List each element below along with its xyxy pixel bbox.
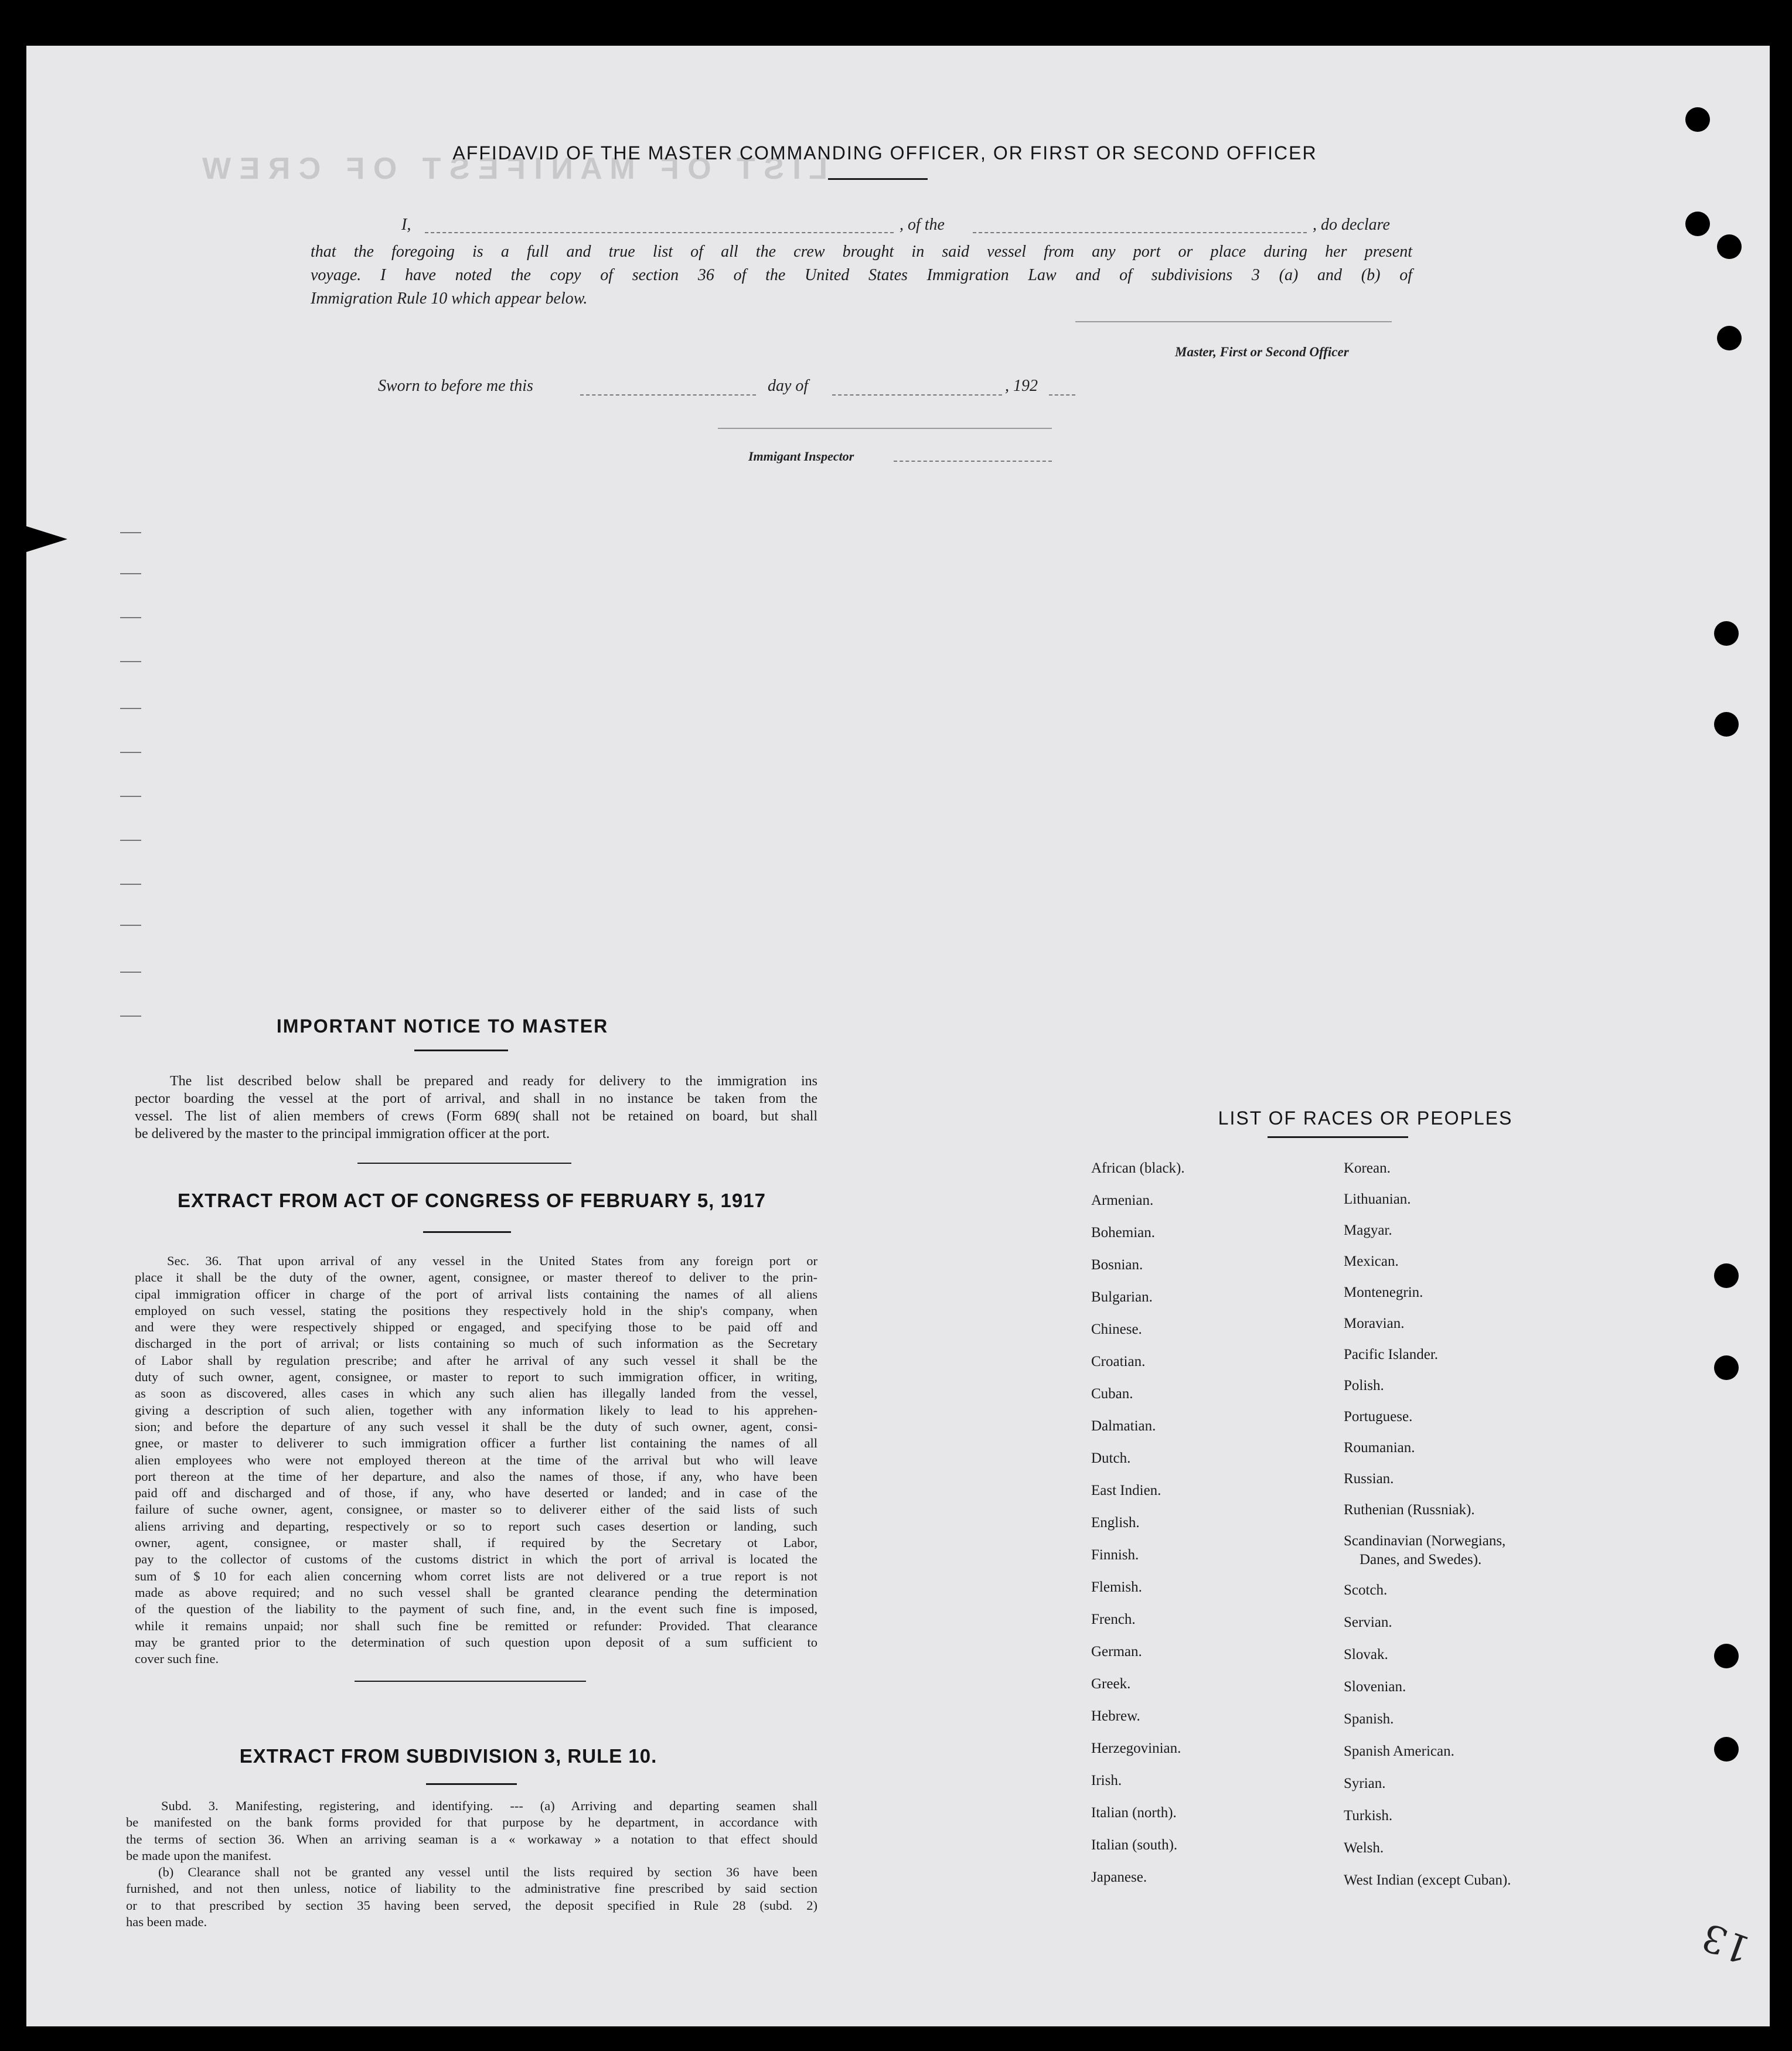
race-left: Dalmatian. [1091, 1418, 1156, 1434]
race-right: West Indian (except Cuban). [1344, 1872, 1511, 1888]
sworn-year: , 192 [1005, 377, 1038, 395]
sworn-line [378, 377, 1099, 403]
race-right: Danes, and Swedes). [1360, 1552, 1482, 1568]
act-title-rule [423, 1231, 511, 1233]
sworn-day-field[interactable] [580, 394, 756, 396]
act-line-18: owner, agent, consignee, or master shall, if required by the Secretary ot Labor, [135, 1535, 817, 1551]
row-dash [120, 573, 141, 574]
race-left: Bohemian. [1091, 1225, 1156, 1241]
inspector-name-line[interactable] [894, 461, 1052, 462]
notice-line-3: vessel. The list of alien members of crews (Form 689( shall not be retained on board, but shall [135, 1109, 817, 1124]
race-left: Bulgarian. [1091, 1289, 1153, 1305]
act-line-16: failure of suche owner, agent, consignee, or master so to deliverer either of the said lists of such [135, 1502, 817, 1517]
notice-line-1: The list described below shall be prepared and ready for delivery to the immigration ins [170, 1074, 817, 1089]
race-left: English. [1091, 1515, 1140, 1531]
sworn-day-of: day of [768, 377, 809, 395]
races-title-rule [1268, 1136, 1408, 1138]
punch-hole-2 [1685, 212, 1710, 236]
document-page [26, 46, 1770, 2026]
inspector-signature-line[interactable] [718, 428, 1052, 429]
row-dash [120, 796, 141, 797]
race-right: Portuguese. [1344, 1409, 1413, 1425]
punch-hole-6 [1714, 712, 1739, 737]
race-left: Cuban. [1091, 1386, 1133, 1402]
race-left: Japanese. [1091, 1869, 1147, 1885]
row-dash [120, 617, 141, 618]
master-signature-label: Master, First or Second Officer [1175, 345, 1349, 359]
race-left: East Indien. [1091, 1483, 1161, 1498]
notice-line-4: be delivered by the master to the principal immigration officer at the port. [135, 1126, 550, 1142]
race-left: Croatian. [1091, 1354, 1146, 1369]
race-left: Italian (south). [1091, 1837, 1178, 1853]
rule10-line-4: be made upon the manifest. [126, 1848, 272, 1863]
act-line-24: may be granted prior to the determination of such question upon deposit of a sum sufficient to [135, 1634, 817, 1650]
race-right: Russian. [1344, 1471, 1394, 1487]
master-signature-line[interactable] [1075, 321, 1392, 322]
sworn-year-field[interactable] [1049, 394, 1075, 396]
race-right: Korean. [1344, 1160, 1391, 1176]
races-title: LIST OF RACES OR PEOPLES [1218, 1108, 1513, 1129]
act-line-11: sion; and before the departure of any such vessel it shall be the duty of such owner, agent, consi- [135, 1419, 817, 1434]
rule10-title-rule [426, 1783, 517, 1785]
punch-hole-5 [1714, 621, 1739, 646]
rule10-text [126, 1798, 817, 1930]
race-left: Dutch. [1091, 1450, 1131, 1466]
race-left: Flemish. [1091, 1579, 1142, 1595]
declaration-line-1 [311, 216, 1412, 240]
act-line-6: discharged in the port of arrival; or lists containing so much of such information as the Secretary [135, 1336, 817, 1351]
act-line-9: as soon as discovered, alles cases in which any such alien has illegally landed from the vessel, [135, 1386, 817, 1401]
punch-hole-4 [1717, 326, 1742, 350]
notice-title: IMPORTANT NOTICE TO MASTER [276, 1016, 609, 1037]
vessel-name-field[interactable] [973, 232, 1307, 233]
notice-text [135, 1072, 817, 1143]
race-right: Magyar. [1344, 1222, 1392, 1238]
race-left: Irish. [1091, 1773, 1122, 1788]
handwritten-margin-note: 13 [1696, 1914, 1756, 1971]
act-line-20: sum of $ 10 for each alien concerning whom corret lists are not delivered or a true report is not [135, 1568, 817, 1583]
rule10-line-1: Subd. 3. Manifesting, registering, and identifying. --- (a) Arriving and departing seamen shall [161, 1798, 817, 1813]
punch-hole-8 [1714, 1355, 1739, 1380]
punch-hole-10 [1714, 1737, 1739, 1762]
race-left: German. [1091, 1644, 1142, 1660]
row-dash [120, 840, 141, 841]
rule10-line-3: the terms of section 36. When an arriving seaman is a « workaway » a notation to that effect should [126, 1831, 817, 1846]
race-left: Bosnian. [1091, 1257, 1143, 1273]
race-right: Pacific Islander. [1344, 1347, 1439, 1362]
race-right: Welsh. [1344, 1840, 1384, 1856]
race-right: Roumanian. [1344, 1440, 1415, 1456]
race-left: Finnish. [1091, 1547, 1139, 1563]
punch-hole-1 [1685, 107, 1710, 132]
row-dash [120, 752, 141, 753]
affidavit-declaration [311, 216, 1412, 311]
declaration-line-4: Immigration Rule 10 which appear below. [311, 289, 588, 308]
row-dash [120, 532, 141, 533]
sworn-prefix: Sworn to before me this [378, 377, 533, 395]
act-line-12: gnee, or master to deliverer to such immigration officer a further list containing the names of all [135, 1436, 817, 1451]
declaration-do-declare: , do declare [1313, 216, 1390, 234]
race-right: Ruthenian (Russniak). [1344, 1502, 1475, 1518]
race-right: Spanish. [1344, 1711, 1394, 1727]
act-line-19: pay to the collector of customs of the customs district in which the port of arrival is located the [135, 1552, 817, 1567]
rule10-line-8: has been made. [126, 1914, 207, 1930]
declaration-of-the: , of the [900, 216, 945, 234]
race-right: Lithuanian. [1344, 1191, 1411, 1207]
act-line-22: of the question of the liability to the payment of such fine, and, in the event such fine is imposed, [135, 1602, 817, 1617]
race-right: Spanish American. [1344, 1743, 1454, 1759]
sworn-month-field[interactable] [832, 394, 1002, 396]
rule10-title: EXTRACT FROM SUBDIVISION 3, RULE 10. [239, 1745, 657, 1767]
row-dash [120, 972, 141, 973]
act-line-13: alien employees who were not employed thereon at the time of the arrival but who will leave [135, 1452, 817, 1467]
race-right: Scotch. [1344, 1582, 1388, 1598]
act-line-7: of Labor shall by regulation prescribe; and after he arrival of any such vessel it shall be the [135, 1352, 817, 1368]
act-line-5: and were they were respectively shipped or engaged, and specifying those to be paid off and [135, 1320, 817, 1335]
declaration-line-2: that the foregoing is a full and true list of all the crew brought in said vessel from any port or place during her present [311, 243, 1412, 261]
punch-hole-7 [1714, 1263, 1739, 1288]
punch-hole-9 [1714, 1644, 1739, 1668]
notice-title-rule [414, 1050, 508, 1051]
race-left: French. [1091, 1612, 1136, 1627]
race-right: Scandinavian (Norwegians, [1344, 1533, 1506, 1549]
act-line-14: port thereon at the time of her departure, and also the names of those, if any, who have been [135, 1469, 817, 1484]
left-edge-notch [26, 526, 67, 552]
row-dash [120, 708, 141, 709]
row-dash [120, 884, 141, 885]
race-right: Turkish. [1344, 1808, 1393, 1824]
act-line-10: giving a description of such alien, together with any information likely to lead to his apprehen- [135, 1402, 817, 1418]
act-line-3: cipal immigration officer in charge of the port of arrival lists containing the names of all aliens [135, 1286, 817, 1302]
act-line-23: while it remains unpaid; nor shall such fine be remitted or refunder: Provided. That clearance [135, 1618, 817, 1633]
affidavit-title-rule [828, 178, 928, 180]
act-line-17: aliens arriving and departing, respectively or so to report such cases desertion or landing, such [135, 1518, 817, 1534]
race-right: Servian. [1344, 1614, 1392, 1630]
race-right: Mexican. [1344, 1253, 1399, 1269]
race-right: Moravian. [1344, 1316, 1405, 1331]
act-line-1: Sec. 36. That upon arrival of any vessel in the United States from any foreign port or [167, 1253, 817, 1268]
affidavit-title: AFFIDAVID OF THE MASTER COMMANDING OFFICER, OR FIRST OR SECOND OFFICER [452, 142, 1317, 163]
act-title: EXTRACT FROM ACT OF CONGRESS OF FEBRUARY 5, 1917 [178, 1190, 766, 1211]
act-end-rule [355, 1681, 586, 1682]
declaration-i: I, [401, 216, 411, 234]
race-left: Armenian. [1091, 1193, 1154, 1208]
bleed-through-text: L I S T O F M A N I F E S T O F C R E W [202, 152, 827, 186]
race-right: Montenegrin. [1344, 1285, 1423, 1300]
inspector-label: Immigant Inspector [748, 449, 854, 464]
race-left: African (black). [1091, 1160, 1185, 1176]
race-left: Greek. [1091, 1676, 1131, 1692]
act-line-8: duty of such owner, agent, consignee, or master to report to such immigration officer, in writing, [135, 1369, 817, 1385]
act-line-2: place it shall be the duty of the owner, agent, consignee, or master thereof to deliver to the prin- [135, 1270, 817, 1285]
declarant-name-field[interactable] [425, 232, 894, 233]
rule10-line-7: or to that prescribed by section 35 having been served, the deposit specified in Rule 28 (subd. 2) [126, 1897, 817, 1913]
punch-hole-3 [1717, 234, 1742, 259]
act-text [135, 1253, 817, 1667]
race-right: Syrian. [1344, 1776, 1386, 1791]
race-left: Chinese. [1091, 1321, 1142, 1337]
race-left: Hebrew. [1091, 1708, 1140, 1724]
act-line-4: employed on such vessel, stating the positions they respectively hold in the ship's company, when [135, 1303, 817, 1318]
race-right: Slovenian. [1344, 1679, 1406, 1695]
row-dash [120, 925, 141, 926]
rule10-line-6: furnished, and not then unless, notice of liability to the administrative fine prescribed by said section [126, 1881, 817, 1896]
race-right: Slovak. [1344, 1647, 1388, 1662]
rule10-line-2: be manifested on the bank forms provided for that purpose by he department, in accordance with [126, 1815, 817, 1830]
act-line-25: cover such fine. [135, 1651, 219, 1667]
row-dash [120, 661, 141, 662]
rule10-line-5: (b) Clearance shall not be granted any vessel until the lists required by section 36 have been [158, 1865, 817, 1880]
act-line-15: paid off and discharged and of those, if any, who have deserted or landed; and in case of the [135, 1486, 817, 1501]
race-left: Herzegovinian. [1091, 1740, 1181, 1756]
race-left: Italian (north). [1091, 1805, 1177, 1821]
act-line-21: made as above required; and no such vessel shall be granted clearance pending the determination [135, 1585, 817, 1600]
notice-line-2: pector boarding the vessel at the port of arrival, and shall in no instance be taken from the [135, 1091, 817, 1106]
race-right: Polish. [1344, 1378, 1384, 1394]
notice-end-rule [357, 1163, 571, 1164]
declaration-line-3: voyage. I have noted the copy of section 36 of the United States Immigration Law and of subdivisions 3 (a) and (b) of [311, 266, 1412, 284]
